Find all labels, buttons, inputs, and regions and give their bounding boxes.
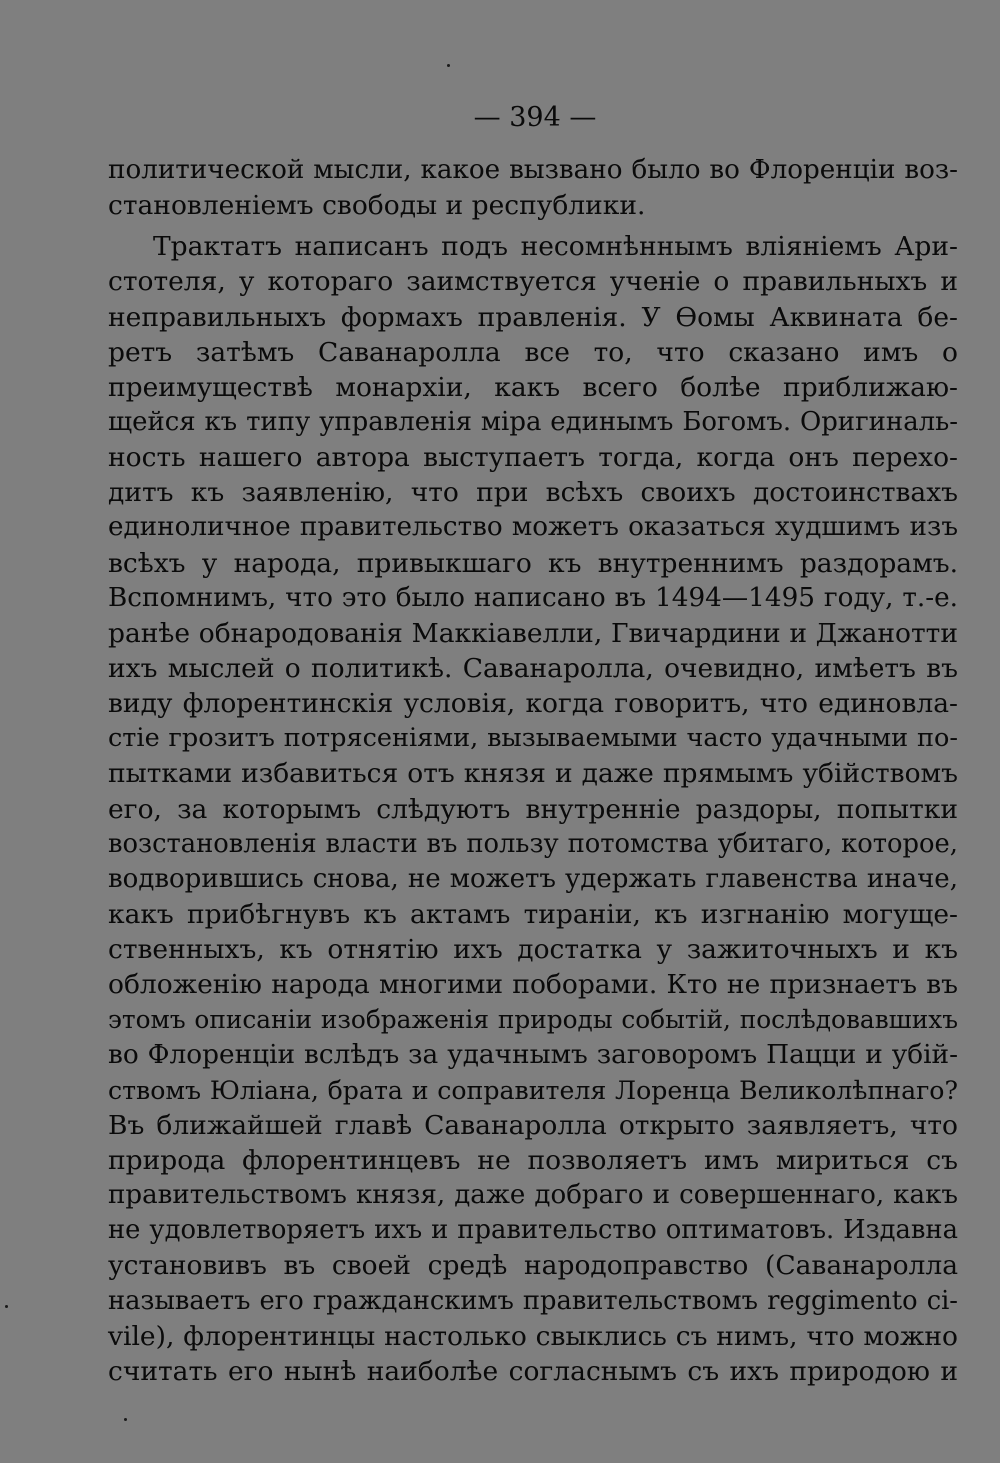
text-line: виду флорентинскія условія, когда говоритъ, что единовла- [108,688,958,720]
text-line: Вспомнимъ, что это было написано въ 1494—1495 году, т.-е. [108,582,958,613]
text-line: ность нашего автора выступаетъ тогда, когда онъ перехо- [108,442,958,474]
text-line: дитъ къ заявленію, что при всѣхъ своихъ достоинствахъ [108,477,958,509]
text-line: стіе грозитъ потрясеніями, вызываемыми часто удачными по- [108,723,958,754]
text-line: всѣхъ у народа, привыкшаго къ внутреннимъ раздорамъ. [108,547,958,579]
text-line: ствомъ Юліана, брата и соправителя Лоренца Великолѣпнаго? [108,1075,958,1105]
text-line: vile), флорентинцы настолько свыклись съ нимъ, что можно [108,1320,958,1352]
text-line: этомъ описаніи изображенія природы событій, послѣдовавшихъ [108,1005,958,1035]
text-line: возстановленія власти въ пользу потомства убитаго, которое, [108,828,958,859]
text-line: ранѣе обнародованія Маккіавелли, Гвичардини и Джанотти [108,617,958,649]
scan-speck [447,64,450,67]
text-line: не удовлетворяетъ ихъ и правительство оптиматовъ. Издавна [108,1215,958,1246]
text-line: преимуществѣ монархіи, какъ всего болѣе приближаю- [108,371,958,403]
text-line: ственныхъ, къ отнятію ихъ достатка у зажиточныхъ и къ [108,934,958,966]
text-line: считать его нынѣ наиболѣе согласнымъ съ ихъ природою и [108,1355,958,1387]
text-line: стотеля, у котораго заимствуется ученіе о правильныхъ и [108,266,958,298]
text-line: Въ ближайшей главѣ Саванаролла открыто заявляетъ, что [108,1109,958,1141]
text-line: водворившись снова, не можетъ удержать главенства иначе, [108,863,958,894]
text-line: какъ прибѣгнувъ къ актамъ тираніи, къ изгнанію могуще- [108,898,958,930]
text-line: неправильныхъ формахъ правленія. У Ѳомы Аквината бе- [108,301,958,333]
page-number: — 394 — [473,102,597,133]
body-text [108,153,958,1389]
text-line: щейся къ типу управленія міра единымъ Богомъ. Оригиналь- [108,406,958,437]
text-line: установивъ въ своей средѣ народоправство (Саванаролла [108,1250,958,1282]
scan-speck [124,1418,127,1421]
text-line: называетъ его гражданскимъ правительствомъ reggimento ci- [108,1285,958,1316]
scan-speck [5,1305,8,1308]
text-line: обложенію народа многими поборами. Кто не признаетъ въ [108,969,958,1001]
text-line: ретъ затѣмъ Саванаролла все то, что сказано имъ о [108,336,958,368]
text-line: политической мысли, какое вызвано было во Флоренціи воз- [108,155,958,185]
text-line: Трактатъ написанъ подъ несомнѣннымъ вліяніемъ Ари- [153,231,958,263]
text-line: становленіемъ свободы и республики. [108,190,646,222]
text-line: ихъ мыслей о политикѣ. Саванаролла, очевидно, имѣетъ въ [108,652,958,684]
text-line: единоличное правительство можетъ оказаться худшимъ изъ [108,512,958,543]
text-line: природа флорентинцевъ не позволяетъ имъ мириться съ [108,1144,958,1176]
text-line: пытками избавиться отъ князя и даже прямымъ убійствомъ [108,758,958,790]
text-line: правительствомъ князя, даже добраго и совершеннаго, какъ [108,1180,958,1211]
text-line: его, за которымъ слѣдуютъ внутренніе раздоры, попытки [108,793,958,825]
text-line: во Флоренціи вслѣдъ за удачнымъ заговоромъ Пацци и убій- [108,1039,958,1070]
